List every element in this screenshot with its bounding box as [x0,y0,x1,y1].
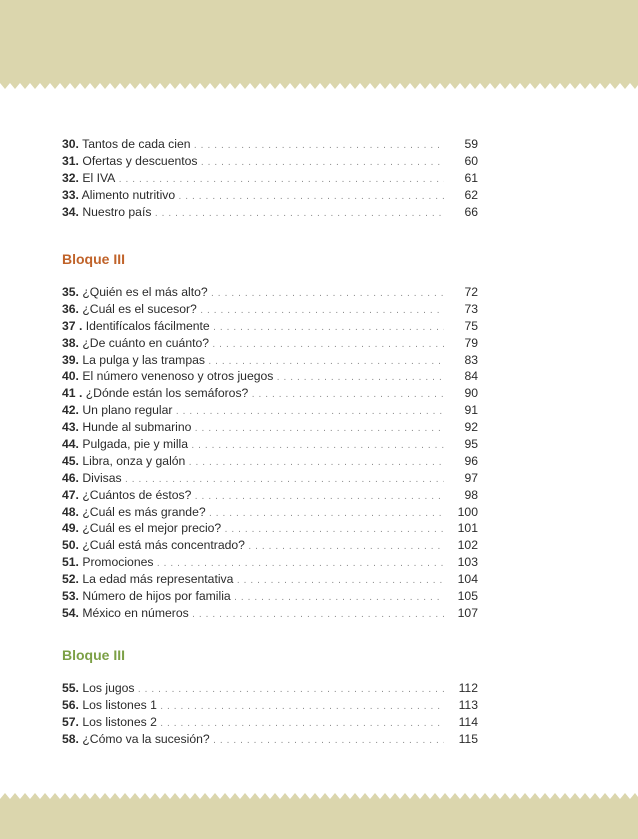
entry-title: ¿Dónde están los semáforos? [85,386,249,401]
section-heading-bloque-iii-green: Bloque III [62,647,125,663]
entry-number: 45. [62,453,79,468]
entry-number: 43. [62,420,79,435]
entry-title: ¿Cuál es el mejor precio? [82,521,222,536]
entry-page: 83 [464,352,478,367]
entry-title: Hunde al submarino [82,420,192,435]
entry-number: 31. [62,153,79,168]
entry-title: Los jugos [82,681,135,695]
entry-number: 48. [62,504,79,519]
toc-entry[interactable] [62,301,478,318]
entry-page: 75 [464,318,478,333]
entry-title: ¿De cuánto en cuánto? [82,335,210,350]
toc-entry[interactable] [62,385,478,402]
section-heading-bloque-iii-orange: Bloque III [62,251,125,267]
entry-title: El número venenoso y otros juegos [82,369,274,384]
entry-number: 55. [62,681,79,695]
entry-title: Tantos de cada cien [82,137,191,151]
top-decorative-band [0,0,638,90]
toc-entry[interactable] [62,470,478,487]
toc-section-b [62,284,478,622]
toc-section-c [62,680,478,748]
toc-entry[interactable] [62,680,478,697]
entry-page: 97 [464,470,478,485]
entry-title: ¿Cuántos de éstos? [82,487,192,502]
toc-entry[interactable] [62,187,478,204]
entry-number: 40. [62,369,79,384]
toc-entry[interactable] [62,204,478,221]
entry-page: 98 [464,487,478,502]
toc-entry[interactable] [62,504,478,521]
toc-entry[interactable] [62,153,478,170]
entry-title: Pulgada, pie y milla [82,437,189,452]
entry-title: ¿Cuál es más grande? [82,504,206,519]
toc-entry[interactable] [62,537,478,554]
entry-number: 53. [62,589,79,604]
entry-number: 51. [62,555,79,570]
entry-number: 57. [62,714,79,729]
entry-number: 39. [62,352,79,367]
entry-page: 112 [458,681,478,695]
entry-title: ¿Cuál está más concentrado? [82,538,245,553]
entry-number: 58. [62,731,79,746]
toc-entry[interactable] [62,453,478,470]
entry-title: Un plano regular [82,403,173,418]
entry-page: 91 [464,403,478,418]
entry-page: 114 [458,714,478,729]
entry-number: 41 . [62,386,83,401]
entry-page: 90 [464,386,478,401]
entry-page: 84 [464,369,478,384]
entry-title: Identifícalos fácilmente [85,318,210,333]
entry-page: 103 [457,555,478,570]
entry-title: Divisas [82,470,122,485]
entry-title: Alimento nutritivo [81,187,176,202]
toc-entry[interactable] [62,714,478,731]
entry-page: 113 [458,697,478,712]
entry-page: 60 [464,153,478,168]
entry-number: 38. [62,335,79,350]
entry-page: 101 [457,521,478,536]
toc-entry[interactable] [62,588,478,605]
entry-page: 61 [464,170,478,185]
entry-title: Nuestro país [82,204,152,219]
entry-page: 62 [464,187,478,202]
entry-page: 95 [464,437,478,452]
entry-number: 32. [62,170,79,185]
entry-number: 30. [62,137,79,151]
toc-entry[interactable] [62,520,478,537]
entry-page: 73 [464,301,478,316]
toc-entry[interactable] [62,402,478,419]
entry-number: 50. [62,538,79,553]
entry-number: 54. [62,605,79,620]
toc-entry[interactable] [62,284,478,301]
entry-page: 100 [457,504,478,519]
toc-entry[interactable] [62,170,478,187]
toc-entry[interactable] [62,318,478,335]
entry-page: 79 [464,335,478,350]
toc-entry[interactable] [62,571,478,588]
toc-entry[interactable] [62,605,478,622]
toc-entry[interactable] [62,487,478,504]
entry-page: 96 [464,453,478,468]
entry-page: 115 [458,731,478,746]
entry-number: 49. [62,521,79,536]
entry-page: 72 [464,285,478,299]
entry-page: 92 [464,420,478,435]
toc-entry[interactable] [62,136,478,153]
entry-title: La edad más representativa [82,572,234,587]
bottom-decorative-band [0,792,638,839]
entry-title: ¿Quién es el más alto? [82,285,208,299]
entry-number: 46. [62,470,79,485]
entry-number: 42. [62,403,79,418]
entry-page: 59 [464,137,478,151]
entry-number: 35. [62,285,79,299]
toc-entry[interactable] [62,419,478,436]
entry-title: El IVA [82,170,116,185]
top-zigzag-edge [0,79,638,91]
entry-number: 37 . [62,318,83,333]
entry-page: 102 [457,538,478,553]
toc-entry[interactable] [62,335,478,352]
entry-title: Ofertas y descuentos [82,153,198,168]
entry-page: 104 [457,572,478,587]
toc-entry[interactable] [62,352,478,369]
toc-entry[interactable] [62,368,478,385]
entry-number: 56. [62,697,79,712]
entry-title: Libra, onza y galón [82,453,186,468]
bottom-zigzag-edge [0,791,638,803]
toc-entry[interactable] [62,697,478,714]
toc-entry[interactable] [62,554,478,571]
toc-entry[interactable] [62,731,478,748]
entry-title: Número de hijos por familia [82,589,231,604]
entry-number: 52. [62,572,79,587]
entry-title: Promociones [82,555,154,570]
entry-page: 107 [457,605,478,620]
entry-title: La pulga y las trampas [82,352,205,367]
entry-title: Los listones 2 [82,714,157,729]
entry-number: 47. [62,487,79,502]
entry-title: México en números [82,605,189,620]
entry-number: 33. [62,187,79,202]
entry-number: 34. [62,204,79,219]
entry-number: 36. [62,301,79,316]
entry-page: 105 [457,589,478,604]
entry-title: ¿Cómo va la sucesión? [82,731,210,746]
entry-number: 44. [62,437,79,452]
entry-page: 66 [464,204,478,219]
entry-title: ¿Cuál es el sucesor? [82,301,197,316]
toc-section-a [62,136,478,220]
entry-title: Los listones 1 [82,697,157,712]
toc-entry[interactable] [62,436,478,453]
